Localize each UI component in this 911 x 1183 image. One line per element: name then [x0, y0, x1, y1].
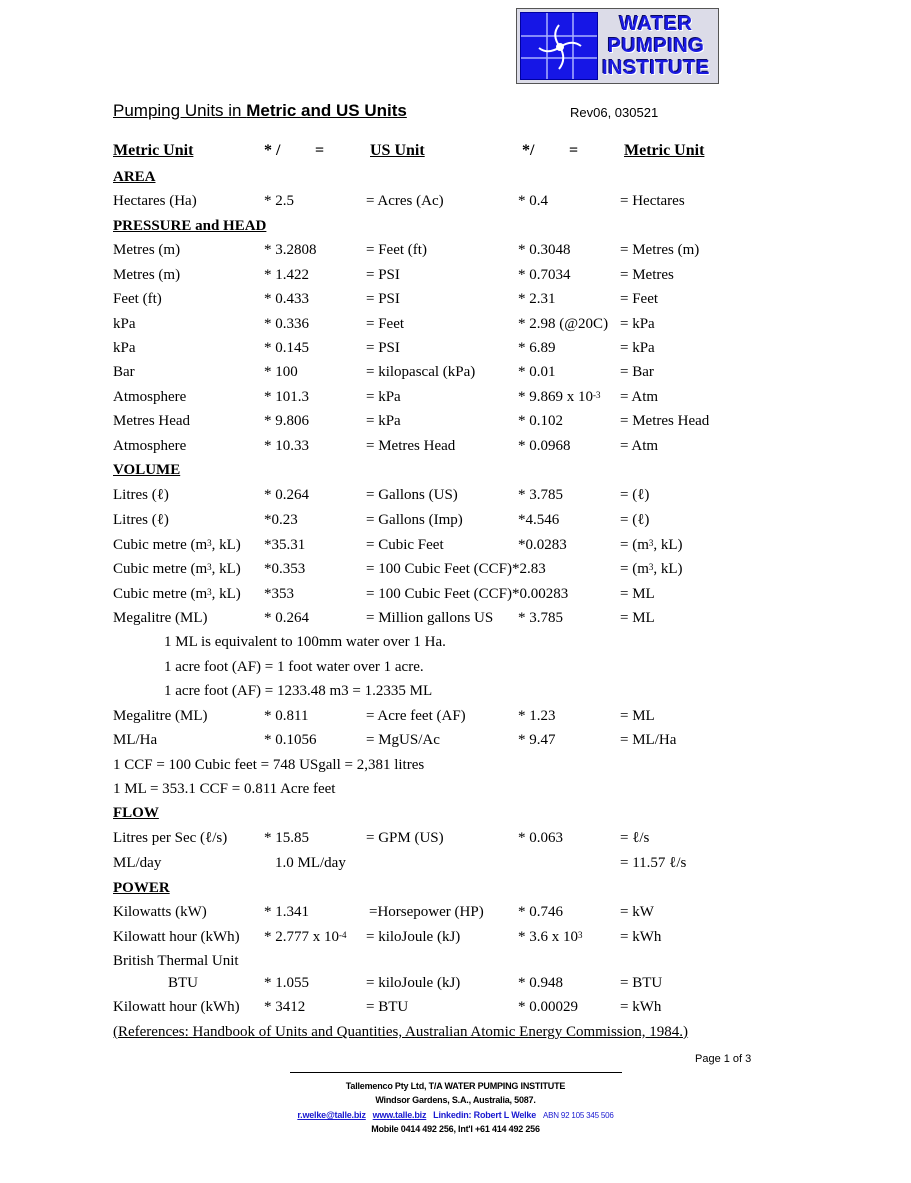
note-row — [0, 755, 911, 779]
cell-text: -3 — [593, 390, 601, 400]
cell-text: = Metres Head — [366, 438, 456, 454]
cell-text: = BTU — [620, 975, 663, 991]
table-row — [0, 902, 911, 926]
revision-label: Rev06, 030521 — [570, 105, 659, 120]
cell-text: , kL) — [653, 561, 683, 577]
cell-text: Kilowatts (kW) — [113, 904, 207, 920]
website-link[interactable]: www.talle.biz — [372, 1110, 427, 1120]
section-flow — [0, 803, 911, 827]
cell-text: * 1.23 — [518, 708, 556, 724]
cell-text: = Feet — [620, 291, 659, 307]
cell-text: 3 — [207, 562, 212, 572]
table-row — [0, 510, 911, 534]
cell-text — [113, 535, 241, 555]
cell-text: * 3.6 x 10 — [518, 929, 578, 945]
header-metric-unit-2: Metric Unit — [624, 142, 705, 159]
cell-text: ML/day — [113, 855, 162, 871]
header-metric-unit: Metric Unit — [113, 142, 194, 159]
cell-text: = GPM (US) — [366, 830, 444, 846]
cell-text: Cubic metre (m — [113, 561, 208, 577]
abn-label: ABN 92 105 345 506 — [542, 1111, 614, 1120]
cell-text: * 1.422 — [264, 267, 309, 283]
cell-text: 3 — [207, 538, 212, 548]
cell-text: Litres (ℓ) — [113, 487, 169, 503]
section-volume — [0, 460, 911, 484]
cell-text: 1 CCF = 100 Cubic feet = 748 USgall = 2,381 litres — [113, 757, 425, 773]
table-row — [0, 853, 911, 877]
footer-divider — [290, 1072, 622, 1073]
cell-text: = Atm — [620, 389, 659, 405]
cell-text: * 9.47 — [518, 732, 556, 748]
cell-text: * 0.00029 — [518, 999, 578, 1015]
cell-text: PRESSURE and HEAD — [113, 218, 267, 234]
cell-text: = (m — [620, 537, 649, 553]
cell-text: * 1.055 — [264, 975, 309, 991]
footer-company: Tallemenco Pty Ltd, T/A WATER PUMPING INSTITUTE — [345, 1081, 566, 1091]
cell-text: = PSI — [366, 267, 400, 283]
section-power — [0, 878, 911, 902]
cell-text: = Cubic Feet — [366, 537, 444, 553]
title-prefix: Pumping Units in — [113, 101, 247, 120]
cell-text: = Atm — [620, 438, 659, 454]
cell-text: * 10.33 — [264, 438, 309, 454]
cell-text: 1.0 ML/day — [275, 855, 346, 871]
header-operator-1: * / — [264, 142, 281, 159]
footer-contact — [0, 1109, 911, 1122]
cell-text: *0.23 — [264, 512, 298, 528]
cell-text: Litres per Sec (ℓ/s) — [113, 830, 228, 846]
cell-text: -4 — [339, 930, 347, 940]
cell-text: = ML — [620, 610, 655, 626]
cell-text: * 0.811 — [264, 708, 309, 724]
cell-text: * 0.1056 — [264, 732, 317, 748]
cell-text: ML/Ha — [113, 732, 158, 748]
cell-text: * 0.264 — [264, 610, 309, 626]
cell-text: * 0.336 — [264, 316, 309, 332]
cell-text: 1 ML = 353.1 CCF = 0.811 Acre feet — [113, 781, 336, 797]
table-row — [0, 828, 911, 852]
cell-text: Atmosphere — [113, 438, 187, 454]
cell-text: * 3.785 — [518, 487, 563, 503]
cell-text: * 1.341 — [264, 904, 309, 920]
cell-text: * 3.785 — [518, 610, 563, 626]
table-row — [0, 535, 911, 559]
table-row — [0, 289, 911, 313]
cell-text — [518, 387, 601, 407]
cell-text — [113, 584, 241, 604]
cell-text: * 0.433 — [264, 291, 309, 307]
cell-text: POWER — [113, 880, 170, 896]
cell-text: *4.546 — [518, 512, 560, 528]
cell-text: = ℓ/s — [620, 830, 650, 846]
cell-text: Litres (ℓ) — [113, 512, 169, 528]
cell-text: = PSI — [366, 340, 400, 356]
title-bold: Metric and US Units — [246, 101, 407, 120]
table-row — [0, 973, 911, 997]
linkedin-link[interactable]: Linkedin: Robert L Welke — [433, 1110, 537, 1120]
logo-line-1: WATER — [619, 13, 693, 35]
cell-text: = Feet — [366, 316, 405, 332]
cell-text: Megalitre (ML) — [113, 708, 208, 724]
section-pressure — [0, 216, 911, 240]
logo-line-2: PUMPING — [607, 35, 705, 57]
cell-text: = Acres (Ac) — [366, 193, 444, 209]
cell-text: = Metres (m) — [620, 242, 700, 258]
note-row — [0, 632, 911, 656]
cell-text: = ML — [620, 586, 655, 602]
cell-text: * 101.3 — [264, 389, 309, 405]
cell-text: Metres (m) — [113, 267, 181, 283]
cell-text: Metres Head — [113, 413, 191, 429]
table-row — [0, 730, 911, 754]
cell-text: = PSI — [366, 291, 400, 307]
cell-text: = ML/Ha — [620, 732, 677, 748]
cell-text: 1 acre foot (AF) = 1 foot water over 1 acre. — [164, 659, 424, 675]
note-row — [0, 657, 911, 681]
cell-text: , kL) — [211, 586, 241, 602]
cell-text: , kL) — [211, 537, 241, 553]
cell-text: 1 ML is equivalent to 100mm water over 1 Ha. — [164, 634, 446, 650]
footer-phone: Mobile 0414 492 256, Int'l +61 414 492 256 — [371, 1124, 540, 1134]
cell-text: * 2.5 — [264, 193, 294, 209]
cell-text: * 15.85 — [264, 830, 309, 846]
cell-text: * 0.7034 — [518, 267, 571, 283]
cell-text — [620, 535, 683, 555]
cell-text: Atmosphere — [113, 389, 187, 405]
table-row — [0, 387, 911, 411]
table-row — [0, 485, 911, 509]
cell-text: = kPa — [366, 413, 401, 429]
cell-text: = Million gallons US — [366, 610, 494, 626]
cell-text: = kPa — [620, 340, 655, 356]
header-equals-1: = — [315, 142, 325, 159]
table-row — [0, 706, 911, 730]
cell-text: * 0.264 — [264, 487, 309, 503]
cell-text: = 100 Cubic Feet (CCF)*0.00283 — [366, 586, 569, 602]
cell-text: * 0.948 — [518, 975, 563, 991]
cell-text: = Metres Head — [620, 413, 710, 429]
cell-text: VOLUME — [113, 462, 181, 478]
cell-text: British Thermal Unit — [113, 953, 239, 969]
cell-text: kPa — [113, 340, 136, 356]
cell-text: * 6.89 — [518, 340, 556, 356]
table-row — [0, 559, 911, 583]
cell-text: * 3412 — [264, 999, 306, 1015]
cell-text: FLOW — [113, 805, 159, 821]
table-row — [0, 240, 911, 264]
cell-text: BTU — [168, 975, 198, 991]
cell-text: Feet (ft) — [113, 291, 162, 307]
cell-text: = 100 Cubic Feet (CCF)*2.83 — [366, 561, 546, 577]
cell-text: Cubic metre (m — [113, 586, 208, 602]
table-row — [0, 436, 911, 460]
cell-text: , kL) — [211, 561, 241, 577]
table-row — [0, 927, 911, 951]
cell-text: 3 — [207, 587, 212, 597]
table-row — [0, 338, 911, 362]
cell-text: * 0.01 — [518, 364, 556, 380]
cell-text: *0.353 — [264, 561, 306, 577]
cell-text: * 0.063 — [518, 830, 563, 846]
cell-text: Bar — [113, 364, 135, 380]
cell-text: * 3.2808 — [264, 242, 317, 258]
cell-text: = kiloJoule (kJ) — [366, 975, 461, 991]
cell-text: * 2.777 x 10 — [264, 929, 339, 945]
cell-text: = kiloJoule (kJ) — [366, 929, 461, 945]
cell-text: * 2.98 (@20C) — [518, 316, 609, 332]
cell-text — [620, 559, 683, 579]
references — [0, 1022, 911, 1046]
cell-text: (References: Handbook of Units and Quantities, Australian Atomic Energy Commission, 1984.) — [113, 1024, 689, 1040]
cell-text: 3 — [648, 562, 654, 572]
cell-text: = Feet (ft) — [366, 242, 427, 258]
cell-text: = Metres — [620, 267, 674, 283]
cell-text: = (ℓ) — [620, 512, 650, 528]
cell-text: = kWh — [620, 929, 662, 945]
cell-text: Kilowatt hour (kWh) — [113, 929, 240, 945]
cell-text: = Acre feet (AF) — [366, 708, 466, 724]
cell-text: *0.0283 — [518, 537, 567, 553]
table-row — [0, 265, 911, 289]
header-equals-2: = — [569, 142, 579, 159]
email-link[interactable]: r.welke@talle.biz — [297, 1110, 366, 1120]
cell-text: = kPa — [620, 316, 655, 332]
note-row — [0, 779, 911, 803]
table-row — [0, 314, 911, 338]
cell-text: * 2.31 — [518, 291, 556, 307]
note-row — [0, 681, 911, 705]
header-operator-2: */ — [522, 142, 535, 159]
table-row — [0, 191, 911, 215]
cell-text: Cubic metre (m — [113, 537, 208, 553]
water-pumping-institute-logo — [516, 8, 719, 84]
cell-text: * 0.3048 — [518, 242, 571, 258]
cell-text: * 0.102 — [518, 413, 563, 429]
table-row — [0, 997, 911, 1021]
cell-text: = Bar — [620, 364, 654, 380]
cell-text: Hectares (Ha) — [113, 193, 197, 209]
cell-text: = (ℓ) — [620, 487, 650, 503]
footer-address: Windsor Gardens, S.A., Australia, 5087. — [375, 1095, 536, 1105]
cell-text: = 11.57 ℓ/s — [620, 855, 687, 871]
cell-text: Kilowatt hour (kWh) — [113, 999, 240, 1015]
cell-text: = kilopascal (kPa) — [366, 364, 476, 380]
cell-text: =Horsepower (HP) — [369, 904, 484, 920]
cell-text: 3 — [648, 538, 654, 548]
cell-text: = ML — [620, 708, 655, 724]
cell-text: = kW — [620, 904, 654, 920]
table-row — [0, 584, 911, 608]
table-row — [0, 411, 911, 435]
cell-text: 3 — [578, 930, 583, 940]
cell-text: * 9.806 — [264, 413, 309, 429]
section-area — [0, 167, 911, 191]
table-row — [0, 608, 911, 632]
note-row — [0, 951, 911, 975]
page-title — [113, 101, 407, 121]
logo-line-3: INSTITUTE — [602, 57, 710, 79]
cell-text: * 0.0968 — [518, 438, 571, 454]
cell-text: Metres (m) — [113, 242, 181, 258]
cell-text — [264, 927, 347, 947]
table-row — [0, 362, 911, 386]
cell-text: = kPa — [366, 389, 401, 405]
cell-text: * 9.869 x 10 — [518, 389, 593, 405]
cell-text: AREA — [113, 169, 156, 185]
header-us-unit: US Unit — [370, 142, 425, 159]
cell-text: = kWh — [620, 999, 662, 1015]
cell-text: * 0.746 — [518, 904, 563, 920]
cell-text — [518, 927, 583, 947]
cell-text: = (m — [620, 561, 649, 577]
cell-text: *35.31 — [264, 537, 306, 553]
cell-text — [113, 559, 241, 579]
pump-impeller-icon — [520, 12, 598, 80]
cell-text: *353 — [264, 586, 294, 602]
page-number: Page 1 of 3 — [695, 1053, 752, 1065]
cell-text: = Gallons (US) — [366, 487, 458, 503]
cell-text: = MgUS/Ac — [366, 732, 440, 748]
cell-text: = BTU — [366, 999, 409, 1015]
cell-text: * 0.4 — [518, 193, 548, 209]
cell-text: Megalitre (ML) — [113, 610, 208, 626]
cell-text: * 0.145 — [264, 340, 309, 356]
cell-text: = Hectares — [620, 193, 685, 209]
cell-text: 1 acre foot (AF) = 1233.48 m3 = 1.2335 ML — [164, 683, 433, 699]
cell-text: = Gallons (Imp) — [366, 512, 463, 528]
cell-text: * 100 — [264, 364, 298, 380]
cell-text: , kL) — [653, 537, 683, 553]
cell-text: kPa — [113, 316, 136, 332]
